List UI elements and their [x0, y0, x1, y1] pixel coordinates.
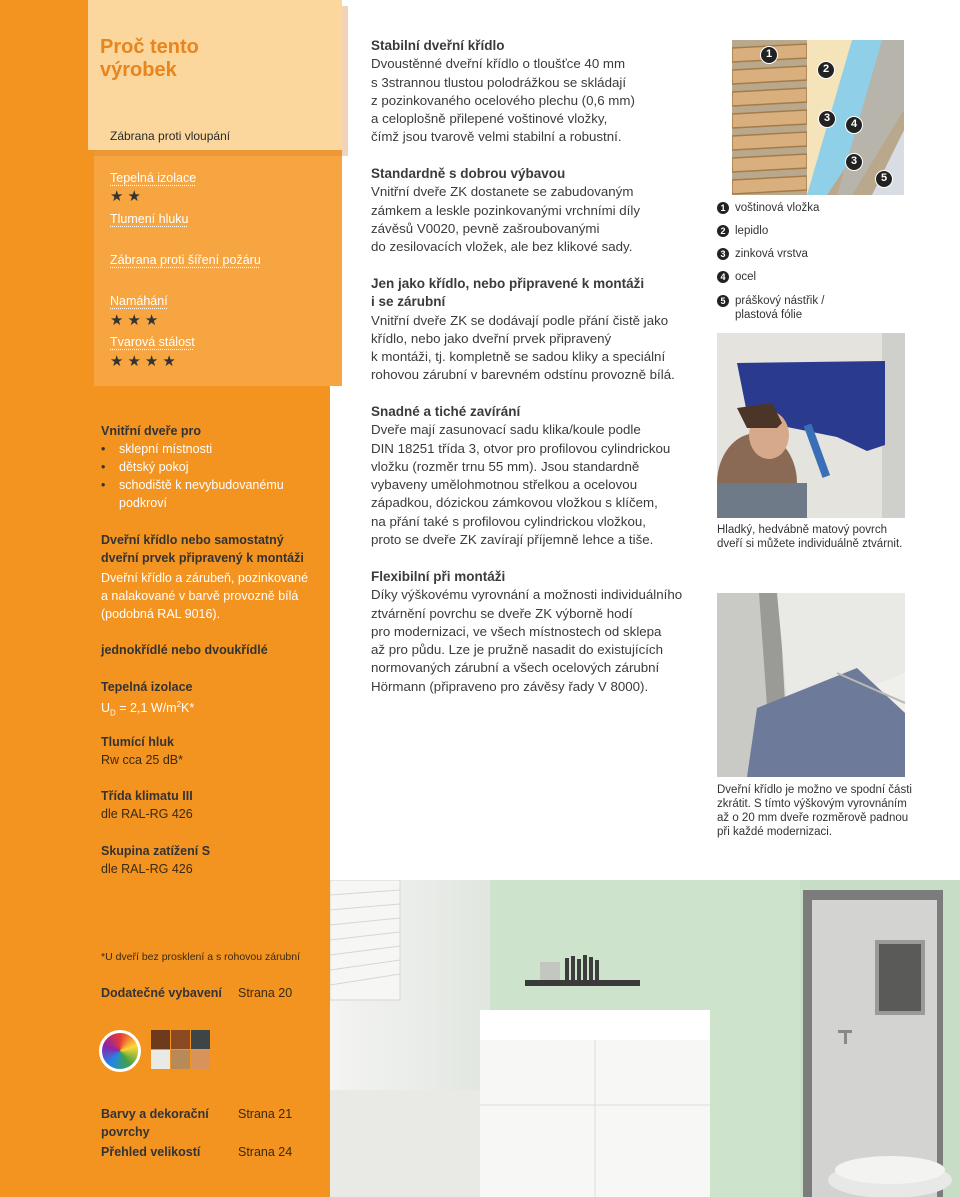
leaf-text: Dveřní křídlo a zárubeň, pozinkované a nalakované v barvě provozně bílá (podobná RAL 9016). — [101, 571, 309, 621]
painting-caption: Hladký, hedvábně matový povrch dveří si můžete individuálně ztvárnit. — [717, 524, 903, 550]
climate-heading: Třída klimatu III — [101, 789, 193, 803]
prop-shape-label: Tvarová stálost — [110, 335, 195, 349]
thermal-value: $U_D = 2,1$ $W/m^2K*$ — [101, 700, 195, 718]
section-line: Hörmann (připraveno pro závěsy řady V 8000). — [371, 678, 649, 694]
properties-panel — [94, 150, 342, 386]
footnote: *U dveří bez prosklení a s rohovou zárubní — [101, 951, 301, 963]
legend-item: 5 práškový nástřik / plastová fólie — [717, 294, 824, 322]
section-heading: Stabilní dveřní křídlo — [371, 38, 505, 53]
section-heading: Flexibilní při montáži — [371, 569, 506, 584]
prop-thermal-stars: ★★ — [110, 188, 145, 205]
section-line: vybaveny umělohmotnou střelkou a ocelovou — [371, 477, 638, 493]
sound-value: Rw cca 25 dB* — [101, 753, 183, 767]
section-line: až pro půdu. Lze je pružně nasadit do existujících — [371, 642, 663, 658]
section-line: Díky výškovému vyrovnání a možnosti individuálního — [371, 587, 683, 603]
section-line: zámkem a leskle pozinkovanými vrchními díly — [371, 202, 640, 218]
legend-item: 2 lepidlo — [717, 225, 768, 237]
cross-section-tag: 4 — [845, 116, 863, 134]
cross-section-tag: 3 — [845, 153, 863, 171]
section-heading-2: i se zárubní — [371, 294, 446, 310]
section-standard-equipment — [371, 165, 706, 256]
prop-shape-stars: ★★★★ — [110, 353, 180, 370]
section-line: na přání také s profilovou cylindrickou vložkou, — [371, 513, 646, 529]
sound-heading: Tlumící hluk — [101, 735, 174, 749]
section-line: vložku (rozměr trnu 55 mm). Jsou standardně — [371, 458, 640, 474]
box-subtitle: Zábrana proti vloupání — [110, 129, 231, 143]
section-line: závěsů V0020, pevně zašroubovanými — [371, 220, 600, 236]
load-value: dle RAL-RG 426 — [101, 862, 193, 876]
legend-number-icon: 1 — [717, 202, 729, 214]
use-item: • sklepní místnosti — [101, 440, 321, 458]
climate-value: dle RAL-RG 426 — [101, 807, 193, 821]
link-sizes[interactable]: Přehled velikostí — [101, 1145, 201, 1159]
legend-number-icon: 3 — [717, 248, 729, 260]
decor-swatch — [151, 1050, 170, 1069]
decor-swatch — [191, 1030, 210, 1049]
legend-number-icon: 4 — [717, 271, 729, 283]
load-heading: Skupina zatížení S — [101, 844, 211, 858]
cross-section-tag: 2 — [817, 61, 835, 79]
legend-item: 4 ocel — [717, 271, 756, 283]
thermal-heading: Tepelná izolace — [101, 680, 193, 694]
section-heading: Jen jako křídlo, nebo připravené k montáži — [371, 276, 645, 291]
link-accessories-page[interactable]: Strana 20 — [238, 986, 293, 1000]
prop-sound-label: Tlumení hluku — [110, 212, 189, 226]
section-line: ztvárnění povrchu se dveře ZK výborně hodí — [371, 605, 633, 621]
link-colors[interactable]: Barvy a dekorační povrchy — [101, 1107, 209, 1139]
section-line: Vnitřní dveře ZK se dodávají podle přání čistě jako — [371, 312, 669, 328]
section-line: Dveře mají zasunovací sadu klika/koule podle — [371, 422, 641, 438]
cross-section-tag: 1 — [760, 46, 778, 64]
decor-swatch — [191, 1050, 210, 1069]
section-line: a celoplošně přilepené voštinové vložky, — [371, 111, 608, 127]
use-heading: Vnitřní dveře pro — [101, 424, 202, 438]
use-item: • schodiště k nevybudovanému podkroví — [101, 476, 321, 512]
section-line: proto se dveře ZK zavírají příjemně lehce a tiše. — [371, 532, 654, 548]
decor-swatch — [171, 1050, 190, 1069]
section-flexible — [371, 568, 706, 696]
section-line: z pozinkovaného ocelového plechu (0,6 mm) — [371, 92, 635, 108]
room-photo — [330, 880, 960, 1197]
section-heading: Snadné a tiché zavírání — [371, 404, 521, 419]
section-line: s 3strannou tlustou polodrážkou se skládají — [371, 74, 627, 90]
section-line: Dvoustěnné dveřní křídlo o tloušťce 40 mm — [371, 56, 626, 72]
legend-item: 3 zinková vrstva — [717, 248, 808, 260]
section-heading: Standardně s dobrou výbavou — [371, 166, 566, 181]
door-cut-caption: Dveřní křídlo je možno ve spodní části zkrátit. S tímto výškovým vyrovnáním až o 20 mm dveře rozměrově padnou při každé modernizaci. — [717, 784, 912, 838]
legend-number-icon: 5 — [717, 295, 729, 307]
decor-swatch — [151, 1030, 170, 1049]
section-line: do zesilovacích vložek, ale bez klikové sady. — [371, 239, 633, 255]
leaf-heading: Dveřní křídlo nebo samostatný dveřní prvek připravený k montáži — [101, 533, 304, 565]
box-title: Proč tento výrobek — [100, 36, 199, 81]
section-line: normovaných zárubní a všech ocelových zárubní — [371, 660, 660, 676]
section-line: západkou, dózickou zámkovou vložkou s klíčem, — [371, 495, 658, 511]
prop-load-label: Namáhání — [110, 294, 168, 308]
wings-label: jednokřídlé nebo dvoukřídlé — [101, 643, 268, 657]
link-sizes-page[interactable]: Strana 24 — [238, 1145, 293, 1159]
link-colors-page[interactable]: Strana 21 — [238, 1107, 293, 1121]
painting-photo — [717, 333, 905, 518]
section-leaf-or-frame — [371, 275, 706, 385]
section-line: křídlo, nebo jako dveřní prvek připravený — [371, 330, 612, 346]
link-accessories[interactable]: Dodatečné vybavení — [101, 986, 222, 1000]
prop-thermal-label: Tepelná izolace — [110, 171, 197, 185]
section-line: rohovou zárubní v barevném odstínu provozně bílá. — [371, 367, 675, 383]
legend-number-icon: 2 — [717, 225, 729, 237]
section-line: čímž jsou tvarově velmi stabilní a robustní. — [371, 129, 622, 145]
decor-swatch — [171, 1030, 190, 1049]
door-bottom-photo — [717, 593, 905, 777]
section-stable-leaf — [371, 37, 706, 147]
color-wheel-icon — [99, 1030, 141, 1072]
cross-section-tag: 5 — [875, 170, 893, 188]
use-item: • dětský pokoj — [101, 458, 321, 476]
section-line: Vnitřní dveře ZK dostanete se zabudovaným — [371, 184, 634, 200]
section-line: pro modernizaci, ve všech místnostech od sklepa — [371, 623, 662, 639]
legend-item: 1 voštinová vložka — [717, 202, 819, 214]
section-line: DIN 18251 třída 3, otvor pro profilovou cylindrickou — [371, 440, 671, 456]
section-closing — [371, 403, 706, 549]
cross-section-tag: 3 — [818, 110, 836, 128]
section-line: k montáži, tj. kompletně se sadou kliky a speciální — [371, 349, 666, 365]
prop-load-stars: ★★★ — [110, 312, 163, 329]
prop-fire-label: Zábrana proti šíření požáru — [110, 253, 261, 267]
